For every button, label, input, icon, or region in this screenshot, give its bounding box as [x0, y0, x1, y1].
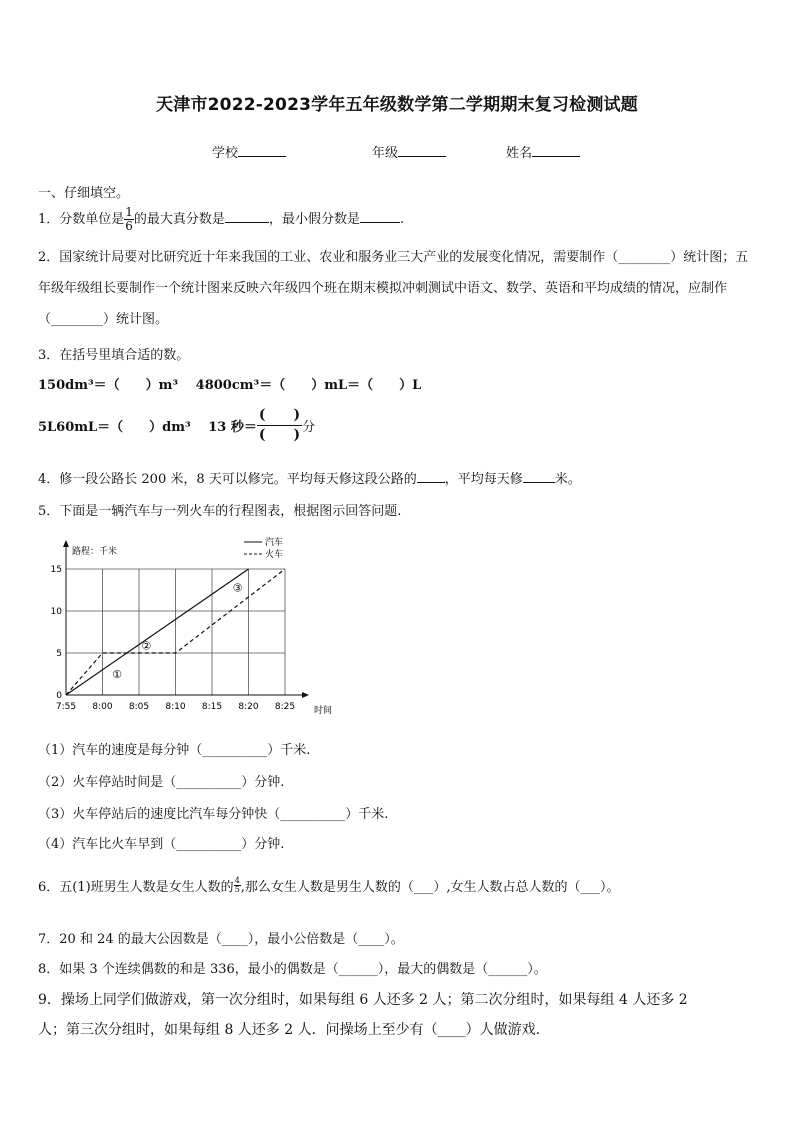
q5-sub-3: （3）火车停站后的速度比汽车每分钟快（__________）千米. — [38, 807, 389, 822]
y-tick-label: 15 — [50, 565, 62, 575]
chart-grid — [66, 569, 285, 695]
q1-numerator: 1 — [125, 205, 133, 219]
annotation-label: ① — [112, 668, 123, 681]
question-4 — [38, 468, 581, 487]
q4-text-a: 4．修一段公路长 200 米，8 天可以修完。平均每天修这段公路的 — [38, 472, 417, 487]
q3-fraction-bottom: ( ) — [258, 427, 301, 443]
question-3-line-2 — [38, 406, 315, 445]
grade-field[interactable] — [372, 142, 446, 161]
q1-text-a: 1．分数单位是 — [38, 212, 125, 227]
q4-blank-2[interactable] — [523, 470, 555, 483]
q1-fraction — [124, 206, 134, 233]
grade-label: 年级 — [372, 146, 399, 161]
q4-text-c: 米。 — [554, 472, 581, 487]
school-label: 学校 — [212, 146, 239, 161]
series-line-car — [66, 569, 249, 695]
school-field[interactable] — [212, 142, 286, 161]
x-tick-label: 8:25 — [274, 702, 296, 712]
q4-text-b: ，平均每天修 — [444, 472, 523, 487]
name-label: 姓名 — [506, 146, 533, 161]
chart-axes — [63, 540, 309, 698]
x-tick-label: 8:15 — [201, 702, 223, 712]
chart-annotations — [112, 581, 242, 681]
question-3-stem: 3．在括号里填合适的数。 — [38, 348, 190, 363]
chart-legend — [244, 536, 283, 560]
q1-text-d: . — [399, 212, 405, 227]
question-5-stem: 5．下面是一辆汽车与一列火车的行程图表，根据图示回答问题. — [38, 504, 402, 519]
q5-sub-4: （4）汽车比火车早到（__________）分钟. — [38, 837, 285, 852]
question-1 — [38, 206, 404, 233]
q5-sub-1: （1）汽车的速度是每分钟（__________）千米. — [38, 743, 311, 758]
travel-chart — [36, 532, 346, 720]
legend-entry: 火车 — [265, 550, 284, 560]
q4-blank-1[interactable] — [417, 470, 445, 483]
section-heading: 一、仔细填空。 — [38, 186, 130, 201]
q3-fraction-top: ( ) — [257, 406, 302, 426]
school-blank — [238, 144, 286, 157]
question-9-line-1: 9．操场上同学们做游戏，第一次分组时，如果每组 6 人还多 2 人；第二次分组时，如果每组 4 人还多 2 — [38, 992, 688, 1008]
question-7: 7．20 和 24 的最大公因数是（____），最小公倍数是（____）。 — [38, 932, 404, 947]
name-blank — [532, 144, 580, 157]
q1-blank-1[interactable] — [225, 210, 269, 223]
y-tick-label: 0 — [56, 691, 62, 701]
q1-blank-2[interactable] — [360, 210, 400, 223]
q3-unit: 分 — [302, 420, 316, 435]
q1-denominator: 6 — [125, 219, 133, 233]
x-tick-label: 8:10 — [165, 702, 186, 712]
question-9-line-2: 人；第三次分组时，如果每组 8 人还多 2 人．问操场上至少有（____）人做游戏. — [38, 1022, 541, 1038]
q6-text-b: ,那么女生人数是男生人数的（___）,女生人数占总人数的（___）。 — [240, 880, 620, 895]
question-6 — [38, 876, 620, 895]
q3-line2-text: 5L60mL＝（ ）dm³ 13 秒＝ — [38, 420, 257, 435]
y-tick-label: 10 — [50, 607, 62, 617]
y-axis-arrow — [63, 540, 69, 547]
name-field[interactable] — [506, 142, 580, 161]
legend-entry: 汽车 — [265, 538, 284, 548]
q6-numerator: 4 — [234, 876, 240, 885]
x-tick-label: 8:00 — [92, 702, 113, 712]
q6-fraction — [234, 877, 241, 894]
annotation-label: ③ — [232, 581, 243, 595]
question-8: 8．如果 3 个连续偶数的和是 336，最小的偶数是（______），最大的偶数是（______）。 — [38, 962, 547, 977]
x-tick-label: 8:05 — [128, 702, 150, 712]
chart-ylabel: 路程：千米 — [72, 547, 118, 557]
chart-ticks — [51, 565, 296, 712]
q6-text-a: 6．五(1)班男生人数是女生人数的 — [38, 880, 234, 895]
q5-sub-2: （2）火车停站时间是（__________）分钟. — [38, 775, 285, 790]
x-tick-label: 8:20 — [238, 702, 259, 712]
x-tick-label: 7:55 — [55, 702, 77, 712]
x-axis-arrow — [302, 692, 309, 698]
y-tick-label: 5 — [56, 649, 62, 659]
q1-text-c: ，最小假分数是 — [268, 212, 360, 227]
grade-blank — [398, 144, 446, 157]
q6-denominator: 5 — [234, 885, 240, 894]
annotation-label: ② — [141, 639, 152, 653]
chart-xlabel: 时间 — [314, 706, 333, 716]
question-3-line-1: 150dm³＝（ ）m³ 4800cm³＝（ ）mL＝（ ）L — [38, 378, 422, 393]
q1-text-b: 的最大真分数是 — [133, 212, 225, 227]
question-2: 2．国家统计局要对比研究近十年来我国的工业、农业和服务业三大产业的发展变化情况，需要制作（________）统计图；五年级年级组长要制作一个统计图来反映六年级四个班在期末模拟冲刺测试中语文、数学、英语和平均成绩的情况，应制作（________）统计图。 — [38, 250, 749, 327]
q3-fraction[interactable] — [257, 406, 302, 445]
page-title: 天津市2022-2023学年五年级数学第二学期期末复习检测试题 — [156, 95, 638, 115]
